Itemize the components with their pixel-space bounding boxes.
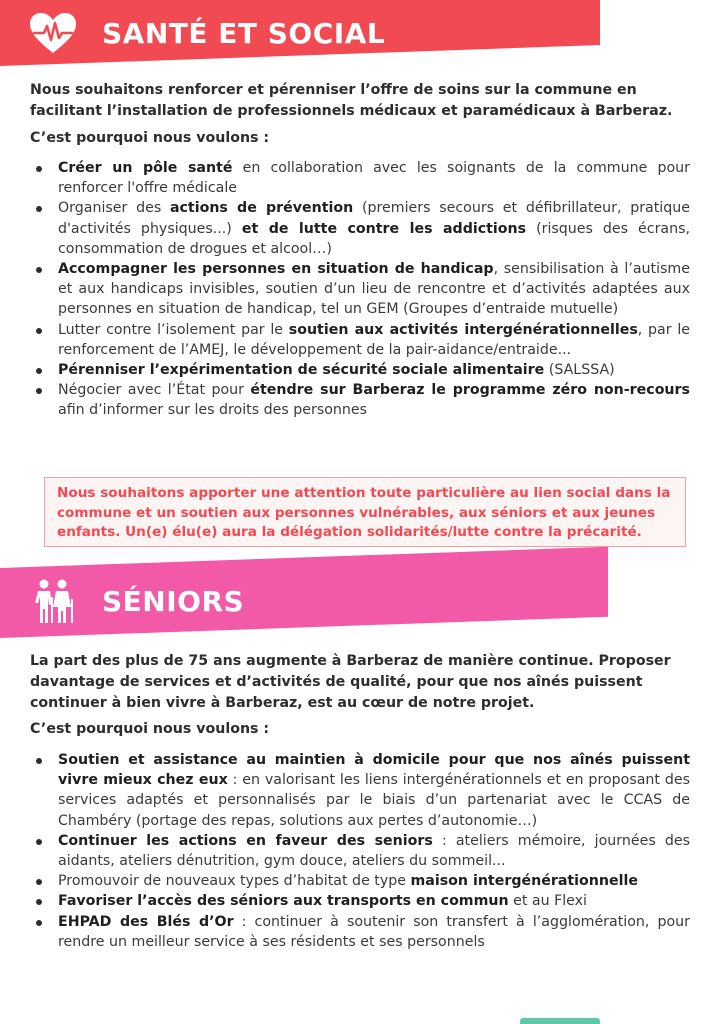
sante-title: SANTÉ ET SOCIAL [102, 16, 386, 50]
list-item: Pérenniser l’expérimentation de sécurité sociale alimentaire (SALSSA) [30, 360, 690, 380]
list-item: Lutter contre l’isolement par le soutien aux activités intergénérationnelles, par le renforcement de l’AMEJ, le développement de la pair-aidance/entraide... [30, 320, 690, 360]
sante-subhead: C’est pourquoi nous voulons : [30, 130, 270, 146]
list-item: Accompagner les personnes en situation de handicap, sensibilisation à l’autisme et aux handicaps invisibles, soutien d’un lieu de rencontre et d’activités adaptées aux personnes en situation de handicap, tel un GEM (Groupes d’entraide mutuelle) [30, 259, 690, 320]
list-item: Soutien et assistance au maintien à domicile pour que nos aînés puissent vivre mieux chez eux : en valorisant les liens intergénérationnels et en proposant des services adaptés et personnalisés par le biais d’un partenariat avec le CCAS de Chambéry (portage des repas, solutions aux pertes d’autonomie…) [30, 750, 690, 831]
list-item: Continuer les actions en faveur des seniors : ateliers mémoire, journées des aidants, ateliers dénutrition, gym douce, ateliers du sommeil... [30, 831, 690, 871]
list-item: Organiser des actions de prévention (premiers secours et défibrillateur, pratique d'activités physiques...) et de lutte contre les addictions (risques des écrans, consommation de drogues et alcool…) [30, 198, 690, 259]
heart-pulse-icon [22, 2, 84, 64]
page-footer-mark [520, 1018, 600, 1024]
list-item: Négocier avec l’État pour étendre sur Barberaz le programme zéro non-recours afin d’informer sur les droits des personnes [30, 380, 690, 420]
list-item: Favoriser l’accès des séniors aux transports en commun et au Flexi [30, 891, 690, 911]
list-item: Créer un pôle santé en collaboration avec les soignants de la commune pour renforcer l'offre médicale [30, 158, 690, 198]
sante-list [30, 158, 690, 421]
list-item: EHPAD des Blés d’Or : continuer à soutenir son transfert à l’agglomération, pour rendre un meilleur service à ses résidents et ses personnels [30, 912, 690, 952]
seniors-intro: La part des plus de 75 ans augmente à Barberaz de manière continue. Proposer davantage de services et d’activités de qualité, pour que nos aînés puissent continuer à bien vivre à Barberaz, est au cœur de notre projet. [30, 653, 671, 711]
seniors-subhead: C’est pourquoi nous voulons : [30, 721, 270, 737]
seniors-list [30, 750, 690, 952]
sante-banner [0, 0, 600, 66]
list-item: Promouvoir de nouveaux types d’habitat de type maison intergénérationnelle [30, 871, 690, 891]
elderly-couple-icon [22, 570, 84, 632]
callout-text: Nous souhaitons apporter une attention toute particulière au lien social dans la commune et un soutien aux personnes vulnérables, aux séniors et aux jeunes enfants. Un(e) élu(e) aura la délégation solidarités/lutte contre la précarité. [57, 485, 671, 540]
seniors-banner [0, 566, 608, 636]
sante-callout [44, 477, 686, 547]
seniors-title: SÉNIORS [102, 584, 245, 618]
sante-intro: Nous souhaitons renforcer et pérenniser l’offre de soins sur la commune en facilitant l’installation de professionnels médicaux et paramédicaux à Barberaz. [30, 82, 673, 119]
